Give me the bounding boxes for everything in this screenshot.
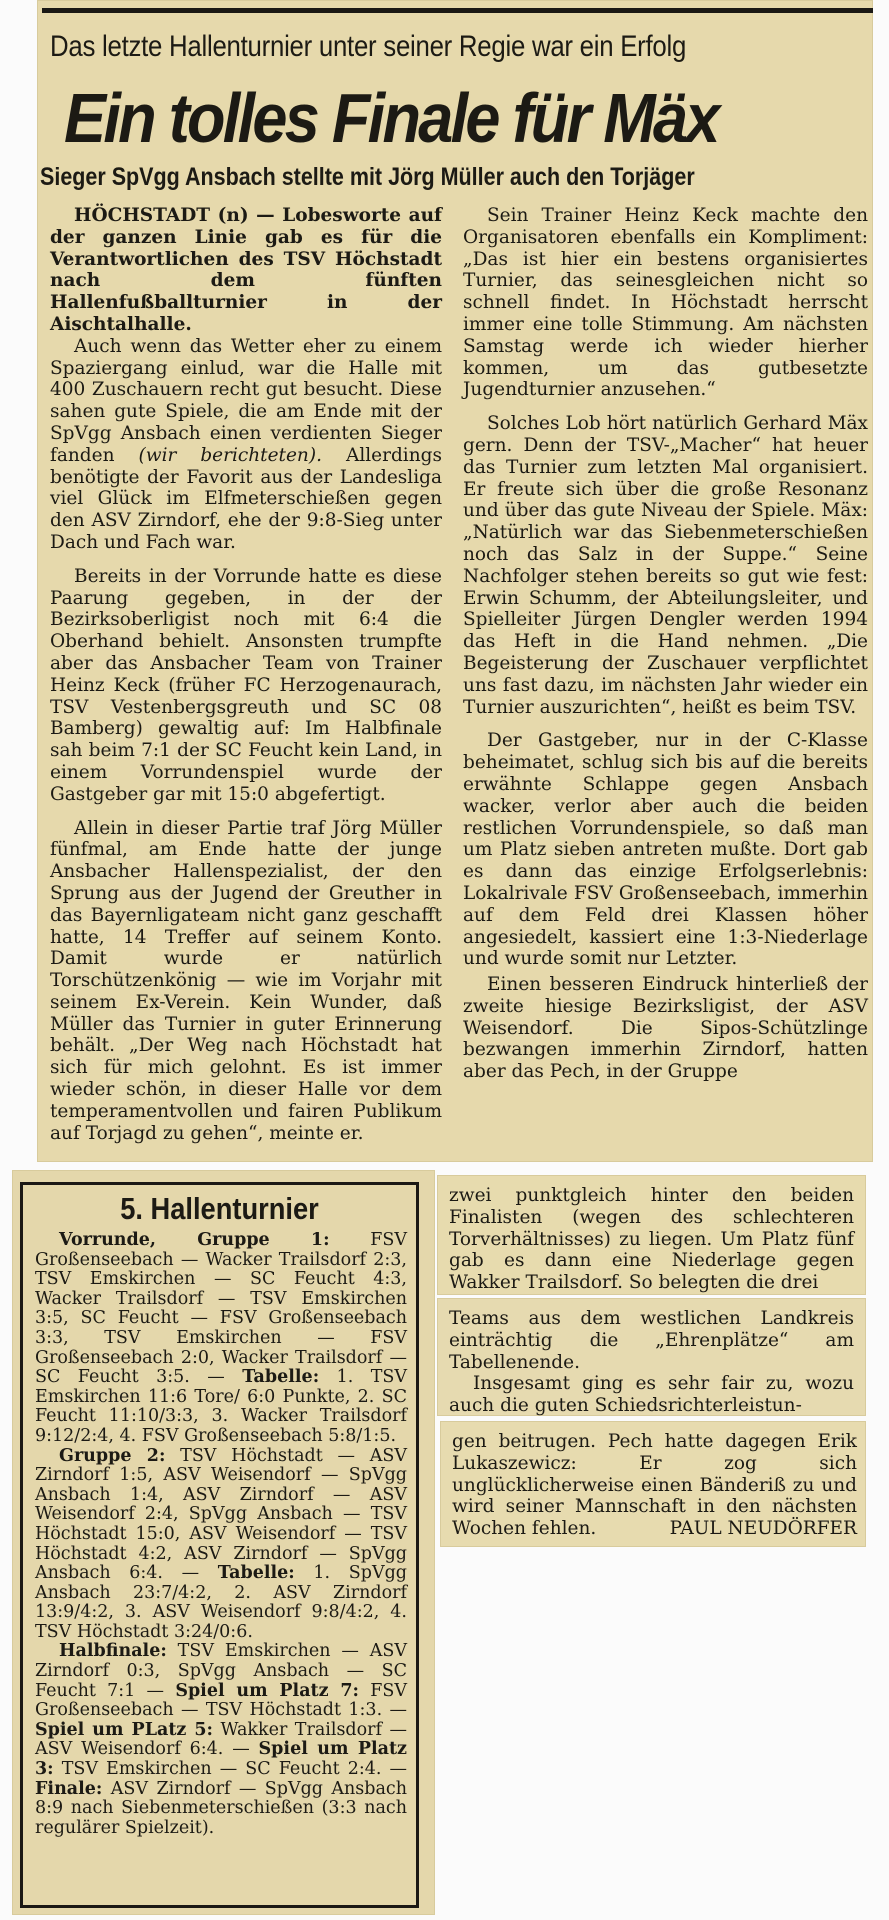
results-box [20,1182,419,1908]
paragraph-1-italic: (wir berichteten). [138,444,322,466]
place5-result: Wakker Trailsdorf — ASV Weisendorf 6:4. — [35,1719,407,1760]
kicker: Das letzte Hallenturnier unter seiner Regie war ein Erfolg [50,30,687,63]
semifinal-label: Halbfinale: [59,1641,167,1662]
table2-standings: 1. SpVgg Ansbach 23:7/4:2, 2. ASV Zirndorf 13:9/4:2, 3. ASV Weisendorf 9:8/4:2, 4. TSV Höchstadt 3:24/0:6. [35,1563,407,1642]
continuation-1-text: zwei punktgleich hinter den beiden Finalisten (wegen des schlechteren Torverhältnisses) zu liegen. Um Platz fünf gab es dann eine Niederlage gegen Wakker Trailsdorf. So belegten die drei [449,1185,854,1294]
final-label: Finale: [35,1778,103,1799]
lead-paragraph: HÖCHSTADT (n) — Lobesworte auf der ganzen Linie gab es für die Verantwortlichen des TSV Höchstadt nach dem fünften Hallenfußballturnier in der Aischtalhalle. [50,205,442,335]
paragraph-3: Allein in dieser Partie traf Jörg Müller fünfmal, am Ende hatte der junge Ansbacher Hallenspezialist, der den Sprung aus der Jugend der Greuther in das Bayernligateam nicht ganz geschafft hatte, 14 Treffer auf seinem Konto. Damit wurde er natürlich Torschützenkönig — wie im Vorjahr mit seinem Ex-Verein. Kein Wunder, daß Müller das Turnier in guter Erinnerung behält. „Der Weg nach Höchstadt hat sich für mich gelohnt. Es ist immer wieder schön, in dieser Halle vor dem temperamentvollen und fairen Publikum auf Torjagd zu gehen“, meinte er. [50,817,442,1144]
final-result: ASV Zirndorf — SpVgg Ansbach 8:9 nach Siebenmeterschießen (3:3 nach regulärer Spielzeit). [35,1778,407,1838]
place3-result: TSV Emskirchen — SC Feucht 2:4. — [53,1759,407,1780]
paragraph-6: Der Gastgeber, nur in der C-Klasse beheimatet, schlug sich bis auf die bereits erwähnte Schlappe gegen Ansbach wacker, verlor aber auch die beiden restlichen Vorrundenspiele, so daß man um Platz sieben antreten mußte. Dort gab es dann das einzige Erfolgserlebnis: Lokalrivale FSV Großenseebach, immerhin auf dem Feld drei Klassen höher angesiedelt, kassiert eine 1:3-Niederlage und wurde somit nur Letzter. [463,730,868,970]
continuation-2-text-a: Teams aus dem westlichen Landkreis einträchtig die „Ehrenplätze“ am Tabellenende. [449,1308,854,1373]
results-box-title: 5. Hallenturnier [120,1191,319,1226]
results-text [35,1231,407,1838]
place7-result: FSV Großenseebach — TSV Höchstadt 1:3. — [35,1680,407,1721]
column-right [463,205,868,1083]
author-byline: PAUL NEUDÖRFER [669,1518,857,1540]
continuation-3 [452,1431,857,1540]
group2-label: Gruppe 2: [59,1445,166,1466]
subheadline: Sieger SpVgg Ansbach stellte mit Jörg Müller auch den Torjäger [40,163,695,191]
continuation-2 [449,1308,854,1417]
paragraph-1 [50,336,442,554]
headline: Ein tolles Finale für Mäx [64,79,718,157]
table1-label: Tabelle: [242,1367,320,1388]
paragraph-7: Einen besseren Eindruck hinterließ der zweite hiesige Bezirksligist, der ASV Weisendorf. Die Sipos-Schützlinge bezwangen immerhin Zirndorf, hatten aber das Pech, in der Gruppe [463,974,868,1083]
semifinal-results: TSV Emskirchen — ASV Zirndorf 0:3, SpVgg Ansbach — SC Feucht 7:1 — [35,1641,407,1701]
group1-results: FSV Großenseebach — Wacker Trailsdorf 2:3, TSV Emskirchen — SC Feucht 4:3, Wacker Trailsdorf — TSV Emskirchen 3:5, SC Feucht — FSV Großenseebach 3:3, TSV Emskirchen — FSV Großenseebach 2:0, Wacker Trailsdorf — SC Feucht 3:5. — [35,1230,407,1388]
top-rule [42,8,873,13]
paragraph-5: Solches Lob hört natürlich Gerhard Mäx gern. Denn der TSV-„Macher“ hat heuer das Turnier zum letzten Mal organisiert. Er freute sich über die große Resonanz und über das gute Niveau der Spiele. Mäx: „Natürlich war das Siebenmeterschießen noch das Salz in der Suppe.“ Seine Nachfolger stehen bereits so gut wie fest: Erwin Schumm, der Abteilungsleiter, und Spielleiter Jürgen Dengler werden 1994 das Heft in die Hand nehmen. „Die Begeisterung der Zuschauer verpflichtet uns fast dazu, im nächsten Jahr wieder ein Turnier auszurichten“, heißt es beim TSV. [463,413,868,718]
place7-label: Spiel um Platz 7: [175,1680,359,1701]
paragraph-2: Bereits in der Vorrunde hatte es diese Paarung gegeben, in der der Bezirksoberligist noch mit 6:4 die Oberhand behielt. Ansonsten trumpfte aber das Ansbacher Team von Trainer Heinz Keck (früher FC Herzogenaurach, TSV Vestenbergsgreuth und SC 08 Bamberg) gewaltig auf: Im Halbfinale sah beim 7:1 der SC Feucht kein Land, in einem Vorrundenspiel wurde der Gastgeber gar mit 15:0 abgefertigt. [50,565,442,805]
paragraph-1-text-a: Auch wenn das Wetter eher zu einem Spaziergang einlud, war die Halle mit 400 Zuschauern recht gut besucht. Diese sahen gute Spiele, die am Ende mit der SpVgg Ansbach einen verdienten Sieger fanden [50,335,442,466]
paragraph-1-text-b: Allerdings benötigte der Favorit aus der Landesliga viel Glück im Elfmeterschießen gegen den ASV Zirndorf, ehe der 9:8-Sieg unter Dach und Fach war. [50,444,442,553]
continuation-2-text-b: Insgesamt ging es sehr fair zu, wozu auch die guten Schiedsrichterleistun- [449,1373,854,1417]
column-left [50,205,442,1144]
group1-label: Vorrunde, Gruppe 1: [59,1230,330,1250]
table2-label: Tabelle: [217,1563,295,1584]
continuation-3-text: gen beitrugen. Pech hatte dagegen Erik Lukaszewicz: Er zog sich unglücklicherweise einen Bänderiß zu und wird seiner Mannschaft in den nächsten Wochen fehlen. [452,1431,857,1540]
place5-label: Spiel um PLatz 5: [35,1719,214,1740]
continuation-clipping-3 [440,1421,866,1547]
paragraph-4: Sein Trainer Heinz Keck machte den Organisatoren ebenfalls ein Kompliment: „Das ist hier ein bestens organisiertes Turnier, das seinesgleichen nicht so schnell findet. In Höchstadt herrscht immer eine tolle Stimmung. Am nächsten Samstag werde ich wieder hierher kommen, um das gutbesetzte Jugendturnier anzusehen.“ [463,205,868,401]
place3-label: Spiel um Platz 3: [35,1739,407,1780]
group2-results: TSV Höchstadt — ASV Zirndorf 1:5, ASV Weisendorf — SpVgg Ansbach 1:4, ASV Zirndorf — ASV Weisendorf 2:4, SpVgg Ansbach — TSV Höchstadt 15:0, ASV Weisendorf — TSV Höchstadt 4:2, ASV Zirndorf — SpVgg Ansbach 6:4. — [35,1445,407,1584]
continuation-clipping-1 [437,1175,866,1295]
results-box-clipping [12,1170,435,1915]
table1-standings: 1. TSV Emskirchen 11:6 Tore/ 6:0 Punkte, 2. SC Feucht 11:10/3:3, 3. Wacker Trailsdorf 9:12/2:4, 4. FSV Großenseebach 5:8/1:5. [35,1367,407,1446]
continuation-clipping-2 [437,1298,866,1416]
